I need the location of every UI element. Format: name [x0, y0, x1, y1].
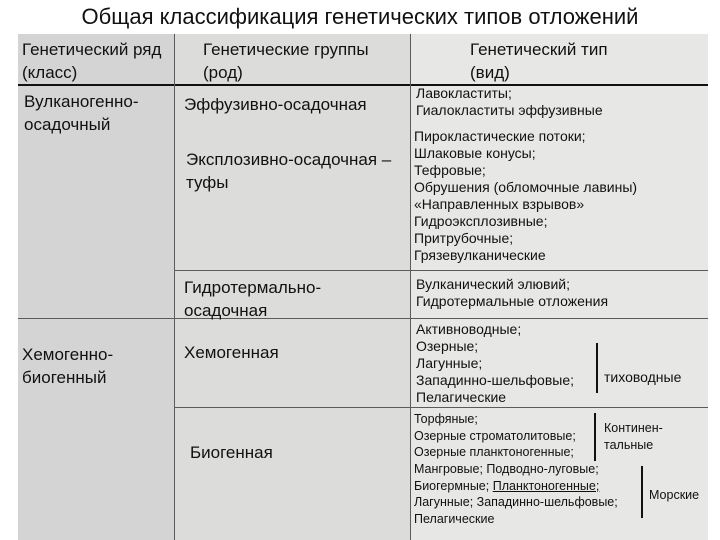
- type-item: Вулканический элювий;: [416, 276, 571, 292]
- tag-marine: Морские: [649, 488, 700, 502]
- series-volcanic-line-2: осадочный: [24, 115, 111, 134]
- row-divider-biogenic: [174, 407, 708, 408]
- type-item: Активноводные;: [416, 321, 522, 337]
- type-item: Гидротермальные отложения: [416, 293, 609, 309]
- group-biogenic: Биогенная: [190, 443, 273, 462]
- type-item: Гидроэксплозивные;: [414, 213, 548, 229]
- series-volcanic: [24, 90, 138, 136]
- type-item: Торфяные;: [414, 412, 478, 426]
- page-title: Общая классификация генетических типов отложений: [81, 4, 639, 29]
- type-item: Западинно-шельфовые;: [416, 372, 575, 388]
- row-divider-hydrothermal: [174, 270, 708, 271]
- type-item: Шлаковые конусы;: [414, 145, 536, 161]
- header-divider: [18, 84, 708, 86]
- header-groups-line-2: (род): [203, 63, 243, 82]
- type-item: Мангровые; Подводно-луговые;: [414, 462, 599, 476]
- header-series: [22, 38, 161, 84]
- group-explosive: [186, 148, 391, 194]
- types-chemogenic: [416, 321, 574, 406]
- group-effusive: Эффузивно-осадочная: [184, 95, 367, 114]
- types-biogenic-marine: [414, 461, 618, 527]
- type-item-biogerm: Биогермные;: [414, 478, 490, 493]
- group-hydrothermal: [184, 276, 321, 322]
- header-types-line-2: (вид): [470, 63, 510, 82]
- type-item-planktonogenic: Планктоногенные;: [492, 478, 600, 493]
- series-volcanic-line-1: Вулканогенно-: [24, 92, 139, 111]
- types-biogenic-continental: [414, 411, 576, 461]
- group-chemogenic: Хемогенная: [184, 343, 279, 362]
- tag-quiet-water: тиховодные: [604, 369, 682, 385]
- header-types-line-1: Генетический тип: [470, 40, 608, 59]
- type-item: Притрубочные;: [414, 230, 514, 246]
- type-item: «Направленных взрывов»: [414, 196, 585, 212]
- types-explosive: [414, 128, 637, 264]
- type-item: Озерные;: [416, 338, 479, 354]
- bracket-quiet-water: [596, 343, 598, 393]
- type-item: Лагунные;: [416, 355, 483, 371]
- group-explosive-line-2: туфы: [186, 173, 229, 192]
- series-chemo-line-2: биогенный: [22, 368, 107, 387]
- type-item: Обрушения (обломочные лавины): [414, 179, 638, 195]
- bracket-marine: [641, 466, 643, 518]
- type-item: [414, 478, 618, 495]
- type-item: Пелагические: [414, 511, 495, 526]
- header-groups-line-1: Генетические группы: [203, 40, 369, 59]
- type-item: Лагунные; Западинно-шельфовые;: [414, 495, 618, 509]
- types-hydrothermal: [416, 276, 608, 310]
- tag-continental-line-2: тальные: [604, 437, 654, 452]
- type-item: Грязевулканические: [414, 247, 546, 263]
- type-item: Тефровые;: [414, 162, 486, 178]
- tag-continental-line-1: Континен-: [604, 421, 663, 435]
- type-item: Лавокластиты;: [416, 85, 512, 101]
- column-divider-2: [410, 34, 411, 540]
- header-groups: [203, 38, 369, 84]
- series-chemo-biogenic: [22, 343, 113, 389]
- type-item: Гиалокластиты эффузивные: [416, 102, 603, 118]
- type-item: Озерные планктоногенные;: [414, 445, 574, 459]
- type-item: Пелагические: [416, 389, 507, 405]
- column-divider-1: [174, 34, 175, 540]
- group-explosive-line-1: Эксплозивно-осадочная –: [186, 150, 392, 169]
- types-effusive: [416, 85, 603, 119]
- header-types: [470, 38, 608, 84]
- tag-continental: [604, 420, 663, 453]
- header-series-line-1: Генетический ряд: [22, 40, 162, 59]
- type-item: Озерные строматолитовые;: [414, 428, 576, 443]
- series-chemo-line-1: Хемогенно-: [22, 345, 114, 364]
- group-hydrothermal-line-2: осадочная: [184, 301, 268, 320]
- group-hydrothermal-line-1: Гидротермально-: [184, 278, 322, 297]
- bracket-continental: [594, 413, 596, 461]
- header-series-line-2: (класс): [22, 63, 78, 82]
- row-divider-series: [18, 318, 708, 319]
- type-item: Пирокластические потоки;: [414, 128, 586, 144]
